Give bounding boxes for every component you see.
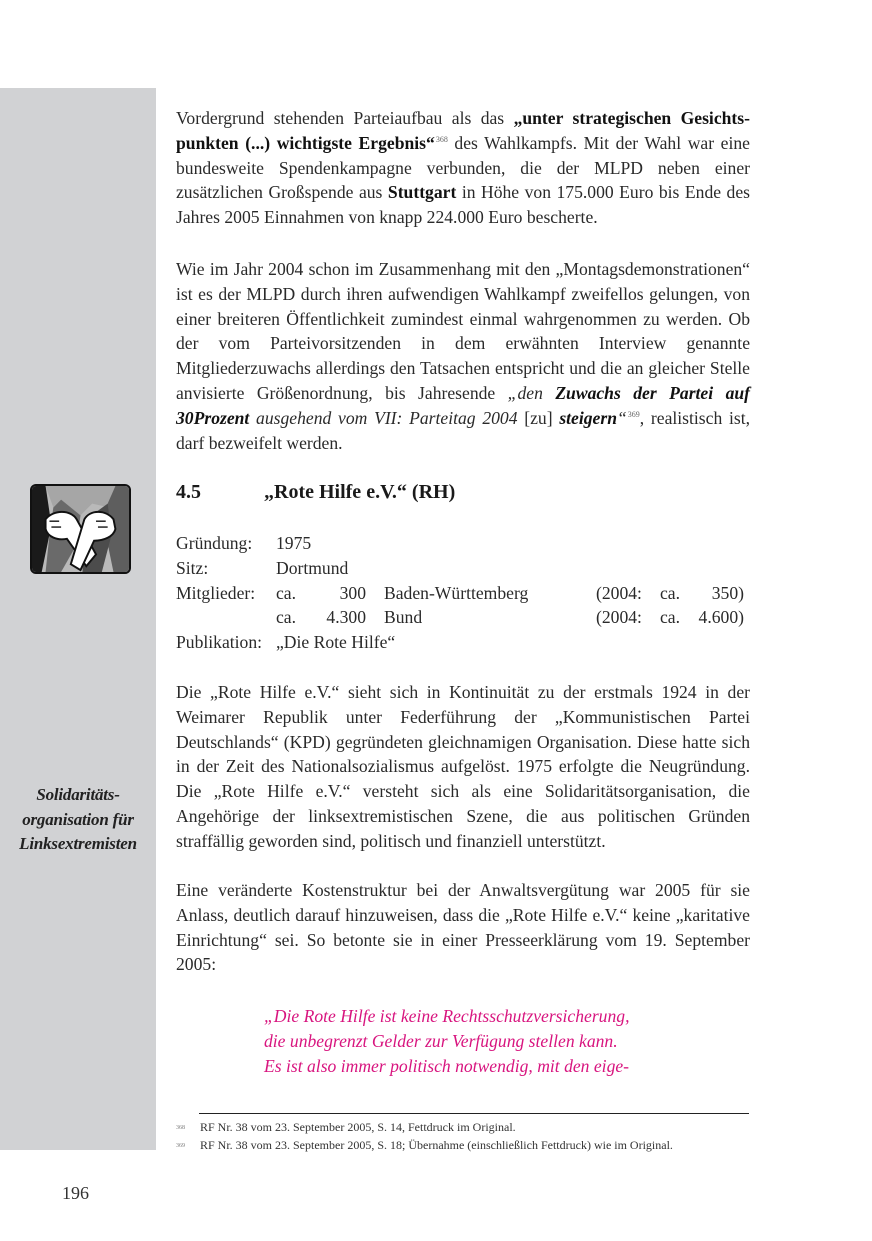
value: ca. [276,607,297,628]
value: Dortmund [276,557,349,578]
quote-line: Es ist also immer politisch notwendig, mit den eige- [264,1056,630,1076]
bold-city: Stuttgart [387,182,457,203]
section-heading [176,481,455,504]
text: in Höhe von 175.000 Euro bis Ende des Jahres 2005 Einnahmen von knapp 224.000 Euro bescherte. [176,182,750,228]
label: Sitz: [176,557,209,578]
facts-row-founding [176,531,756,556]
italic-quote: „den [507,382,556,403]
footnote-text: RF Nr. 38 vom 23. September 2005, S. 14, Fettdruck im Original. [200,1120,516,1134]
paragraph-2 [176,257,750,455]
value: ca. [660,607,681,628]
value: (2004: [596,582,642,603]
value: 300 [339,582,366,603]
footnote-text: RF Nr. 38 vom 23. September 2005, S. 18; Übernahme (einschließlich Fettdruck) wie im Original. [200,1138,673,1152]
value: (2004: [596,607,642,628]
footnote-number: 369 [176,1143,185,1149]
text: [zu] [517,407,560,428]
label: Mitglieder: [176,582,256,603]
facts-table [176,531,756,655]
page-number: 196 [62,1183,89,1203]
text: Die „Rote Hilfe e.V.“ sieht sich in Kontinuität zu der erstmals 1924 in der Weimarer Republik unter Federführung der „Kommunistischen Partei Deutschlands“ (KPD) gegründeten gleichnamigen Organisation. Diese hatte sich in der Zeit des Nationalsozialismus aufgelöst. 1975 erfolgte die Neugründung. Die „Rote Hilfe e.V.“ versteht sich als eine Solidaritätsorganisation, die Angehörige der linksextremistischen Szene, die aus politischen Gründen straffällig geworden sind, politisch und finanziell unterstützt. [176,682,750,851]
margin-sidebar [0,88,156,1150]
footnote-divider [199,1113,749,1114]
value: Baden-Württemberg [384,582,529,603]
value: 4.600) [698,607,744,628]
margin-note-line: Linksextremisten [19,834,137,853]
closing-quote: “ [616,407,627,428]
value: Bund [384,607,423,628]
margin-note-line: Solidaritäts- [36,785,120,804]
quote-line: „Die Rote Hilfe ist keine Rechtsschutzversicherung, [264,1006,630,1026]
label: Publikation: [176,632,263,653]
paragraph-3 [176,680,750,854]
bold-italic-quote: steigern [559,407,617,428]
paragraph-4 [176,878,750,977]
value: ca. [660,582,681,603]
footnotes [176,1119,756,1155]
label: Gründung: [176,533,253,553]
bold-italic-quote: Zuwachs der Partei auf 30Prozent [176,382,751,428]
facts-row-publication [176,630,756,655]
italic-quote: ausgehend vom VII: Parteitag 2004 [249,407,518,428]
value: 1975 [276,533,312,553]
section-title: „Rote Hilfe e.V.“ (RH) [264,481,456,503]
value: 4.300 [326,607,366,628]
text: Eine veränderte Kostenstruktur bei der Anwaltsvergütung war 2005 für sie Anlass, deutlich darauf hinzuweisen, dass die „Rote Hilfe e.V.“ keine „karitative Einrichtung“ sei. So betonte sie in einer Presseerklärung vom 19. September 2005: [176,880,750,975]
label [176,605,276,630]
text: Wie im Jahr 2004 schon im Zusammenhang mit den „Montagsdemonstrationen“ ist es der MLPD durch ihren aufwendigen Wahlkampf zweifellos gelungen, von einer breiteren Öffentlichkeit zumindest einmal wahrgenommen zu werden. Ob der vom Parteivorsitzenden in dem erwähnten Interview genannte Mitgliederzuwachs allerdings den Tatsachen entspricht und die an gleicher Stelle anvisierte Größenordnung, bis Jahresende [176,259,750,403]
value: ca. [276,582,297,603]
value: „Die Rote Hilfe“ [276,632,396,653]
crossed-fists-icon [30,484,131,574]
facts-row-seat [176,556,756,581]
block-quote [264,1004,684,1079]
quote-line: die unbegrenzt Gelder zur Verfügung stellen kann. [264,1031,618,1051]
footnote-ref[interactable]: 369 [627,409,640,419]
text: , realistisch ist, darf bezweifelt werden. [176,407,750,453]
footnote [176,1137,756,1155]
facts-row-members [176,581,756,606]
paragraph-1 [176,106,750,230]
footnote-ref[interactable]: 368 [435,134,448,144]
margin-note [0,783,156,857]
text: des Wahlkampfs. Mit der Wahl war eine bundesweite Spendenkampagne verbunden, die der MLPD neben einer zusätzlichen Großspende aus [176,132,750,203]
text: Vordergrund stehenden Parteiaufbau als das [176,108,514,128]
margin-note-line: organisation für [22,809,134,829]
facts-row-members [176,605,756,630]
footnote-number: 368 [176,1125,185,1131]
section-number: 4.5 [176,481,201,503]
bold-quote: „unter strategischen Gesichtspunkten (...) wichtigste Ergebnis“ [176,108,750,153]
value: 350) [711,582,744,603]
footnote [176,1119,756,1137]
